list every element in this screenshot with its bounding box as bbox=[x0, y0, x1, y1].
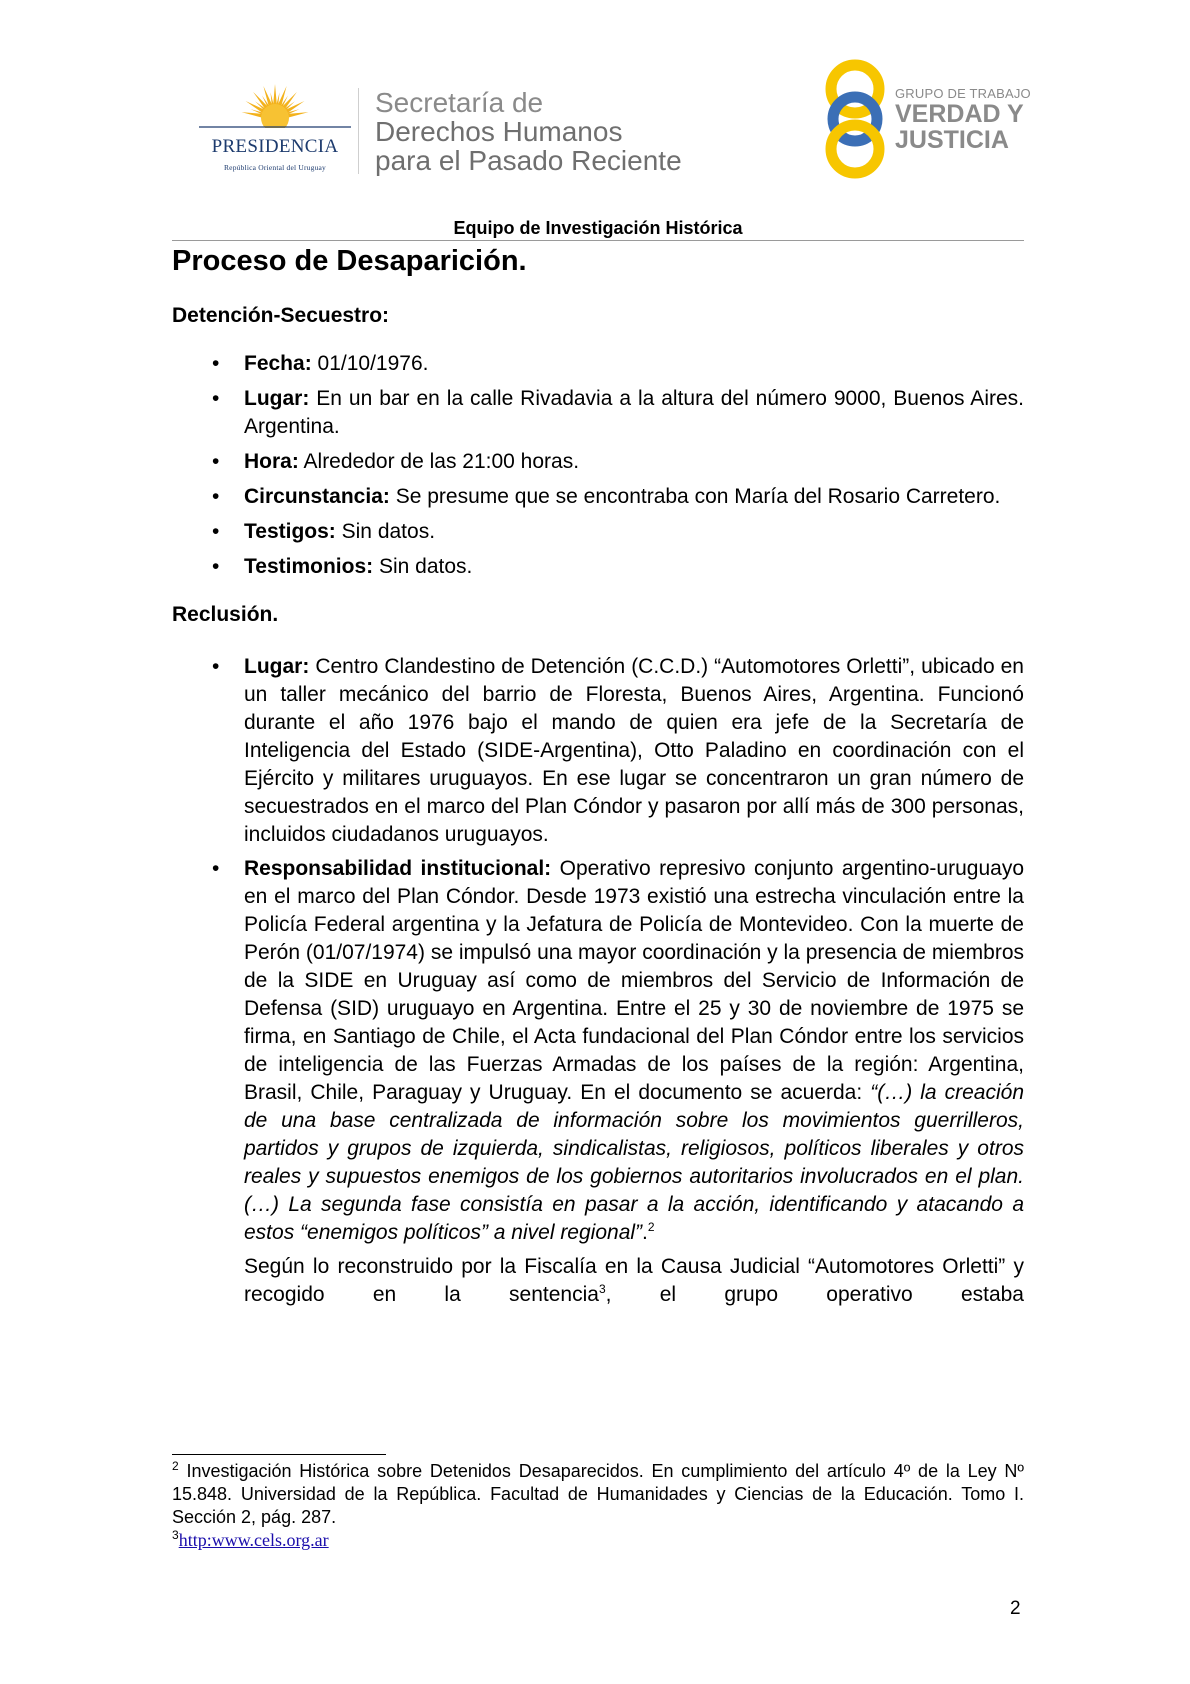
list-item bbox=[172, 855, 1024, 1247]
cels-link[interactable]: http:www.cels.org.ar bbox=[178, 1530, 329, 1550]
secretaria-title bbox=[375, 88, 682, 175]
item-label: Responsabilidad institucional: bbox=[244, 857, 552, 880]
footnote-number: 2 bbox=[172, 1459, 179, 1473]
list-item bbox=[172, 483, 1024, 511]
cont-text: Según lo reconstruido por la Fiscalía en la Causa Judicial “Automotores Orletti” y recogido en la sentencia bbox=[244, 1255, 1024, 1306]
item-text: Operativo represivo conjunto argentino-uruguayo en el marco del Plan Cóndor. Desde 1973 existió una estrecha vinculación entre la Policía Federal argentina y la Jefatura de Policía de Montevideo. Con la muerte de Perón (01/07/1974) se impulsó una mayor coordinación y la presencia de miembros de la SIDE en Uruguay así como de miembros del Servicio de Información de Defensa (SID) uruguayo en Argentina. Entre el 25 y 30 de noviembre de 1975 se firma, en Santiago de Chile, el Acta fundacional del Plan Cóndor entre los servicios de inteligencia de las Fuerzas Armadas de los países de la región: Argentina, Brasil, Chile, Paraguay y Uruguay. En el documento se acuerda: bbox=[244, 857, 1024, 1104]
acta-quote: “(…) la creación de una base centralizada de información sobre los movimientos guerrilleros, partidos y grupos de izquierda, sindicalistas, religiosos, políticos liberales y otros reales y supuestos enemigos de los gobiernos autoritarios involucrados en el plan. (…) La segunda fase consistía en pasar a la acción, identificando y atacando a estos “enemigos políticos” a nivel regional” bbox=[244, 1081, 1024, 1244]
quote-end: . bbox=[642, 1221, 648, 1244]
footnote-3 bbox=[172, 1529, 1024, 1552]
footnote-text: Investigación Histórica sobre Detenidos Desaparecidos. En cumplimiento del artículo 4º de la Ley Nº 15.848. Universidad de la República. Facultad de Humanidades y Ciencias de la Educación. Tomo I. Sección 2, pág. 287. bbox=[172, 1461, 1024, 1527]
footnote-ref-2: 2 bbox=[647, 1220, 655, 1234]
presidencia-subtitle: República Oriental del Uruguay bbox=[223, 163, 326, 172]
list-item bbox=[172, 653, 1024, 849]
secretaria-line-3: para el Pasado Reciente bbox=[375, 145, 682, 176]
item-text: 01/10/1976. bbox=[311, 352, 429, 375]
item-text: Se presume que se encontraba con María del Rosario Carretero. bbox=[389, 485, 1001, 508]
list-item bbox=[172, 385, 1024, 441]
bullet-icon: • bbox=[212, 387, 220, 410]
item-label: Hora: bbox=[244, 450, 299, 473]
grupo-name-line-2: JUSTICIA bbox=[895, 126, 1009, 154]
list-item bbox=[172, 350, 1024, 378]
bullet-icon: • bbox=[212, 450, 220, 473]
list-item bbox=[172, 448, 1024, 476]
detencion-list bbox=[172, 350, 1024, 581]
list-item bbox=[172, 553, 1024, 581]
bullet-icon: • bbox=[212, 655, 220, 678]
sun-icon bbox=[195, 80, 355, 140]
page-title: Proceso de Desaparición. bbox=[172, 245, 527, 277]
grupo-name bbox=[895, 101, 1031, 153]
item-text: Alrededor de las 21:00 horas. bbox=[298, 450, 580, 473]
item-text: Sin datos. bbox=[335, 520, 436, 543]
presidencia-logo bbox=[195, 80, 355, 180]
bullet-icon: • bbox=[212, 555, 220, 578]
item-label: Lugar: bbox=[244, 655, 310, 678]
linked-rings-icon bbox=[820, 57, 890, 179]
item-label: Testigos: bbox=[244, 520, 336, 543]
bullet-icon: • bbox=[212, 520, 220, 543]
header-divider bbox=[358, 88, 359, 174]
item-label: Circunstancia: bbox=[244, 485, 390, 508]
list-item bbox=[172, 518, 1024, 546]
footnotes bbox=[172, 1460, 1024, 1552]
secretaria-line-1: Secretaría de bbox=[375, 87, 544, 118]
item-text: En un bar en la calle Rivadavia a la altura del número 9000, Buenos Aires. Argentina. bbox=[244, 387, 1024, 438]
item-text: Centro Clandestino de Detención (C.C.D.) “Automotores Orletti”, ubicado en un taller mecánico del barrio de Floresta, Buenos Aires, Argentina. Funcionó durante el año 1976 bajo el mando de quien era jefe de la Secretaría de Inteligencia del Estado (SIDE-Argentina), Otto Paladino en coordinación con el Ejército y militares uruguayos. En ese lugar se concentraron un gran número de secuestrados en el marco del Plan Cóndor y pasaron por allí más de 300 personas, incluidos ciudadanos uruguayos. bbox=[244, 655, 1024, 846]
reclusion-list bbox=[172, 653, 1024, 1247]
presidencia-word: PRESIDENCIA bbox=[211, 136, 339, 157]
item-label: Lugar: bbox=[244, 387, 310, 410]
grupo-name-line-1: VERDAD Y bbox=[895, 100, 1024, 128]
item-label: Testimonios: bbox=[244, 555, 374, 578]
reclusion-heading: Reclusión. bbox=[172, 603, 279, 626]
secretaria-line-2: Derechos Humanos bbox=[375, 116, 623, 147]
footnote-2 bbox=[172, 1460, 1024, 1529]
continuation-paragraph bbox=[172, 1253, 1024, 1309]
item-text: Sin datos. bbox=[373, 555, 473, 578]
footnote-ref-3: 3 bbox=[598, 1282, 606, 1296]
main-content bbox=[172, 240, 1024, 1309]
verdad-justicia-text bbox=[895, 86, 1031, 153]
cont-end: , el grupo operativo estaba bbox=[605, 1283, 1024, 1306]
detencion-heading: Detención-Secuestro: bbox=[172, 304, 390, 327]
bullet-icon: • bbox=[212, 857, 220, 880]
footnote-number: 3 bbox=[172, 1528, 179, 1542]
bullet-icon: • bbox=[212, 485, 220, 508]
footnote-rule bbox=[172, 1454, 386, 1455]
page-number: 2 bbox=[1010, 1598, 1021, 1619]
team-header: Equipo de Investigación Histórica bbox=[453, 218, 743, 238]
bullet-icon: • bbox=[212, 352, 220, 375]
item-label: Fecha: bbox=[244, 352, 312, 375]
grupo-label: GRUPO DE TRABAJO bbox=[895, 86, 1031, 101]
